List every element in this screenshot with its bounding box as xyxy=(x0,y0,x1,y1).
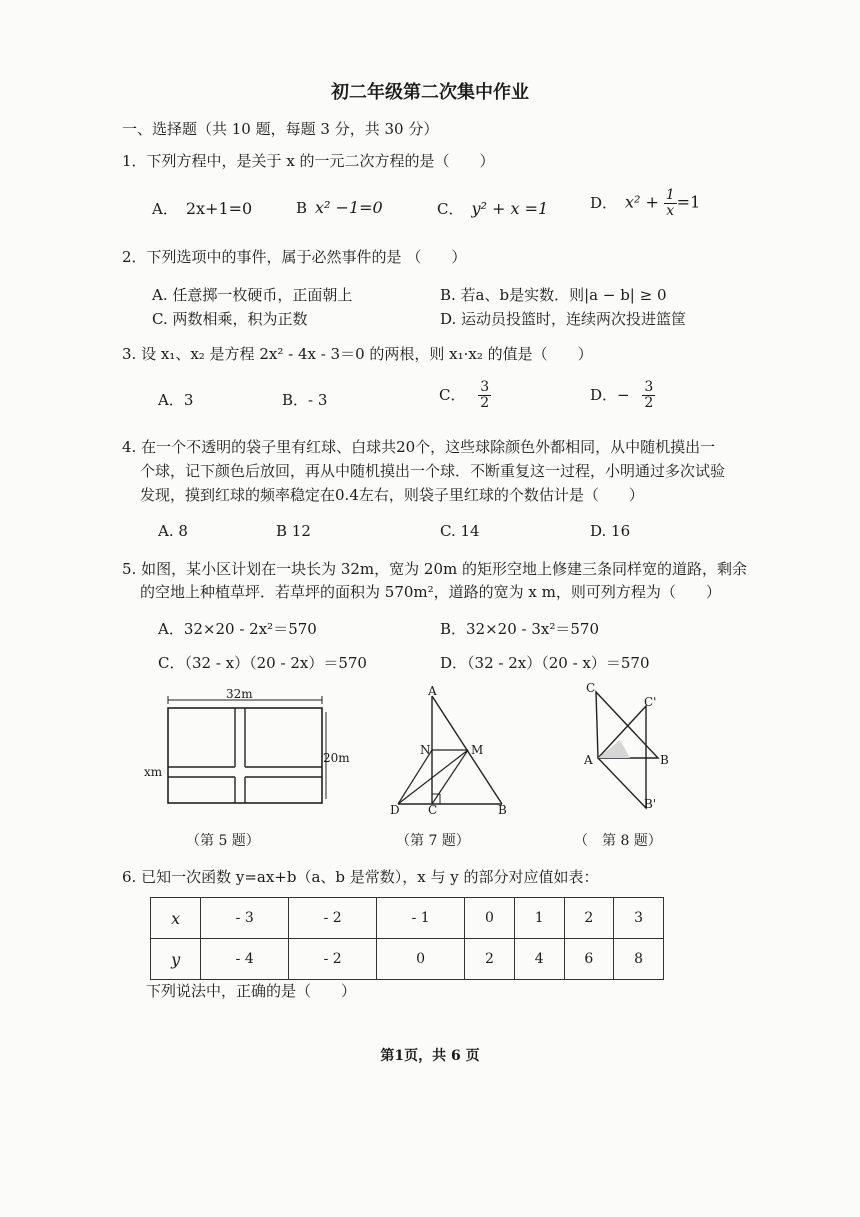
option-label: D． xyxy=(590,193,618,212)
question-2-option-a: A. 任意掷一枚硬币，正面朝上 xyxy=(152,286,353,304)
fig8-label-b: B xyxy=(660,753,669,767)
table-header-y: y xyxy=(151,939,201,980)
table-cell: 1 xyxy=(514,898,564,939)
question-3-option-c xyxy=(439,380,491,411)
table-cell: - 2 xyxy=(289,939,377,980)
question-1-option-c xyxy=(437,198,548,219)
fraction xyxy=(664,188,677,219)
option-text: y² + x =1 xyxy=(471,199,549,218)
question-4-option-b: B 12 xyxy=(276,522,311,540)
question-3-option-a: A．3 xyxy=(158,391,194,409)
table-cell: 0 xyxy=(377,939,465,980)
table-row-y xyxy=(151,939,664,980)
question-4-option-d: D. 16 xyxy=(590,522,631,540)
figure-8-rotation xyxy=(578,682,688,812)
figure-5-caption: （第 5 题） xyxy=(186,833,260,849)
question-1-stem: 1．下列方程中，是关于 x 的一元二次方程的是（ ） xyxy=(122,152,495,170)
denominator: x xyxy=(666,203,675,219)
fig7-label-a: A xyxy=(428,686,437,698)
section-heading: 一、选择题（共 10 题，每题 3 分，共 30 分） xyxy=(122,120,439,138)
option-text: 2x+1=0 xyxy=(185,199,253,218)
question-1-option-b xyxy=(296,198,383,217)
question-4-line-3: 发现，摸到红球的频率稳定在0.4左右，则袋子里红球的个数估计是（ ） xyxy=(140,486,644,504)
numerator: 3 xyxy=(480,379,490,395)
fig5-right-label: 20m xyxy=(323,751,350,765)
page-footer: 第1页，共 6 页 xyxy=(380,1048,480,1064)
table-cell: - 1 xyxy=(377,898,465,939)
table-cell: - 3 xyxy=(201,898,289,939)
question-1-option-a xyxy=(152,198,252,219)
fig5-left-label: xm xyxy=(144,765,163,779)
question-4-option-a: A. 8 xyxy=(158,522,188,540)
fig8-label-a: A xyxy=(584,753,593,767)
table-cell: 3 xyxy=(614,898,664,939)
option-label: A． xyxy=(152,200,178,218)
table-cell: 0 xyxy=(465,898,515,939)
option-text: x² −1=0 xyxy=(315,198,383,217)
fig7-label-c: C xyxy=(428,803,438,816)
table-cell: 4 xyxy=(514,939,564,980)
question-5-line-1: 5. 如图，某小区计划在一块长为 32m，宽为 20m 的矩形空地上修建三条同样宽的道路，剩余 xyxy=(122,560,748,578)
question-5-option-b: B．32×20 - 3x²＝570 xyxy=(440,620,600,638)
table-cell: - 4 xyxy=(201,939,289,980)
figure-8-caption: （ 第 8 题） xyxy=(574,833,662,849)
question-4-option-c: C. 14 xyxy=(440,522,480,540)
question-3-stem: 3. 设 x₁、x₂ 是方程 2x² - 4x - 3＝0 的两根，则 x₁·x₂ 的值是（ ） xyxy=(122,345,593,363)
fraction xyxy=(478,380,491,411)
question-6-stem: 6. 已知一次函数 y=ax+b（a、b 是常数），x 与 y 的部分对应值如表： xyxy=(122,868,599,886)
table-row-x xyxy=(151,898,664,939)
question-5-option-a: A．32×20 - 2x²＝570 xyxy=(158,620,317,638)
table-cell: 6 xyxy=(564,939,614,980)
question-6-prompt: 下列说法中，正确的是（ ） xyxy=(146,982,357,1000)
fig8-label-b-prime: B' xyxy=(644,797,657,811)
figure-5-rect-roads xyxy=(140,688,360,813)
page-title: 初二年级第二次集中作业 xyxy=(331,82,529,103)
question-4-line-1: 4. 在一个不透明的袋子里有红球、白球共20个，这些球除颜色外都相同，从中随机摸出一 xyxy=(122,438,716,456)
question-1-option-d xyxy=(590,188,700,219)
fig8-label-c-prime: C' xyxy=(644,695,657,709)
question-2-option-b: B. 若a、b是实数．则|a − b| ≥ 0 xyxy=(440,286,667,304)
numerator: 3 xyxy=(644,379,654,395)
fraction xyxy=(642,380,655,411)
option-text: x² + xyxy=(625,192,659,212)
table-header-x: x xyxy=(151,898,201,939)
table-cell: 2 xyxy=(465,939,515,980)
option-label: D．− xyxy=(590,385,630,404)
value-table xyxy=(150,897,664,980)
option-label: B xyxy=(296,199,308,217)
figure-7-triangle xyxy=(384,686,524,816)
question-2-option-d: D. 运动员投篮时，连续两次投进篮筐 xyxy=(440,310,687,328)
fig5-top-label: 32m xyxy=(226,688,253,701)
table-cell: 8 xyxy=(614,939,664,980)
option-label: C． xyxy=(439,385,466,404)
option-label: C． xyxy=(437,200,464,218)
table-cell: 2 xyxy=(564,898,614,939)
question-5-line-2: 的空地上种植草坪．若草坪的面积为 570m²，道路的宽为 x m，则可列方程为（ ） xyxy=(140,583,721,601)
question-5-option-c: C．（32 - x）（20 - 2x）＝570 xyxy=(158,654,367,672)
numerator: 1 xyxy=(665,187,675,203)
fig7-label-d: D xyxy=(390,803,400,816)
fig8-label-c: C xyxy=(586,682,596,695)
question-2-option-c: C. 两数相乘，积为正数 xyxy=(152,310,308,328)
option-text: =1 xyxy=(676,192,701,212)
question-5-option-d: D．（32 - 2x）（20 - x）＝570 xyxy=(440,654,650,672)
question-2-stem: 2．下列选项中的事件，属于必然事件的是 （ ） xyxy=(122,248,467,266)
fig7-label-n: N xyxy=(420,743,431,757)
question-4-line-2: 个球，记下颜色后放回，再从中随机摸出一个球．不断重复这一过程，小明通过多次试验 xyxy=(140,462,726,480)
denominator: 2 xyxy=(480,395,490,411)
denominator: 2 xyxy=(644,395,654,411)
table-cell: - 2 xyxy=(289,898,377,939)
figure-7-caption: （第 7 题） xyxy=(396,833,470,849)
question-3-option-d xyxy=(590,380,655,411)
question-3-option-b: B．- 3 xyxy=(282,391,328,409)
fig7-label-b: B xyxy=(498,803,507,816)
fig7-label-m: M xyxy=(471,743,484,757)
